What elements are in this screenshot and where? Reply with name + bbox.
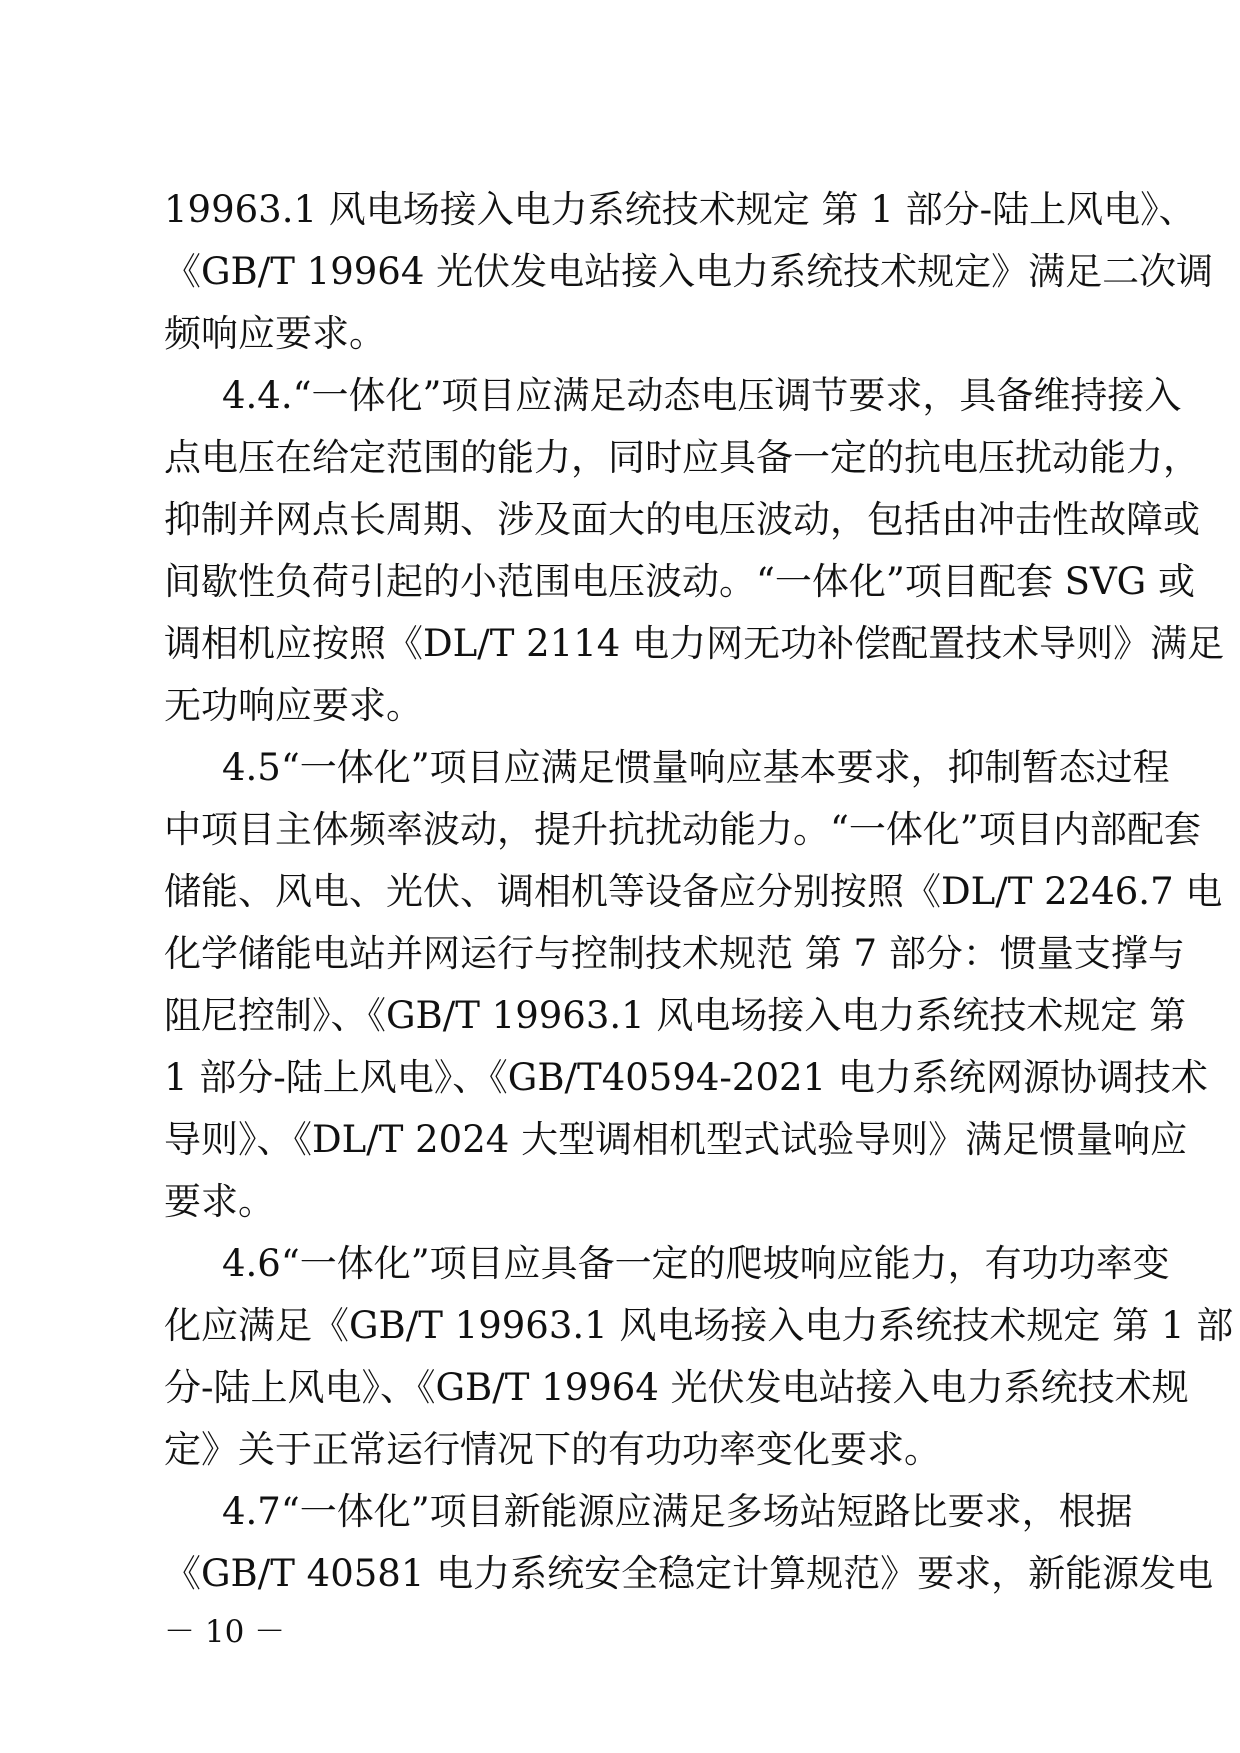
text-line: 无功响应要求。 xyxy=(164,684,423,727)
text-line: 点电压在给定范围的能力，同时应具备一定的抗电压扰动能力， xyxy=(164,436,1200,479)
text-line: 分-陆上风电》、《GB/T 19964 光伏发电站接入电力系统技术规 xyxy=(164,1366,1189,1409)
text-line: 《GB/T 19964 光伏发电站接入电力系统技术规定》满足二次调 xyxy=(164,250,1214,293)
text-line: 1 部分-陆上风电》、《GB/T40594-2021 电力系统网源协调技术 xyxy=(164,1056,1208,1099)
page-number: － 10 － xyxy=(164,1614,286,1650)
text-line: 导则》、《DL/T 2024 大型调相机型式试验导则》满足惯量响应 xyxy=(164,1118,1188,1161)
text-line: 定》关于正常运行情况下的有功功率变化要求。 xyxy=(164,1428,941,1471)
text-line: 阻尼控制》、《GB/T 19963.1 风电场接入电力系统技术规定 第 xyxy=(164,994,1187,1037)
text-line: 要求。 xyxy=(164,1180,275,1223)
text-line: 抑制并网点长周期、涉及面大的电压波动，包括由冲击性故障或 xyxy=(164,498,1200,541)
text-line: 19963.1 风电场接入电力系统技术规定 第 1 部分-陆上风电》、 xyxy=(164,188,1196,231)
text-line: 《GB/T 40581 电力系统安全稳定计算规范》要求，新能源发电 xyxy=(164,1552,1214,1595)
text-line: 间歇性负荷引起的小范围电压波动。“一体化”项目配套 SVG 或 xyxy=(164,560,1195,603)
text-line: 化学储能电站并网运行与控制技术规范 第 7 部分：惯量支撑与 xyxy=(164,932,1185,975)
paragraph-start-4-5: 4.5“一体化”项目应满足惯量响应基本要求，抑制暂态过程 xyxy=(222,746,1170,789)
paragraph-start-4-6: 4.6“一体化”项目应具备一定的爬坡响应能力，有功功率变 xyxy=(222,1242,1170,1285)
paragraph-start-4-4: 4.4.“一体化”项目应满足动态电压调节要求，具备维持接入 xyxy=(222,374,1182,417)
text-line: 化应满足《GB/T 19963.1 风电场接入电力系统技术规定 第 1 部 xyxy=(164,1304,1234,1347)
text-line: 中项目主体频率波动，提升抗扰动能力。“一体化”项目内部配套 xyxy=(164,808,1201,851)
text-line: 频响应要求。 xyxy=(164,312,386,355)
text-line: 储能、风电、光伏、调相机等设备应分别按照《DL/T 2246.7 电 xyxy=(164,870,1223,913)
text-line: 调相机应按照《DL/T 2114 电力网无功补偿配置技术导则》满足 xyxy=(164,622,1225,665)
paragraph-start-4-7: 4.7“一体化”项目新能源应满足多场站短路比要求，根据 xyxy=(222,1490,1133,1533)
